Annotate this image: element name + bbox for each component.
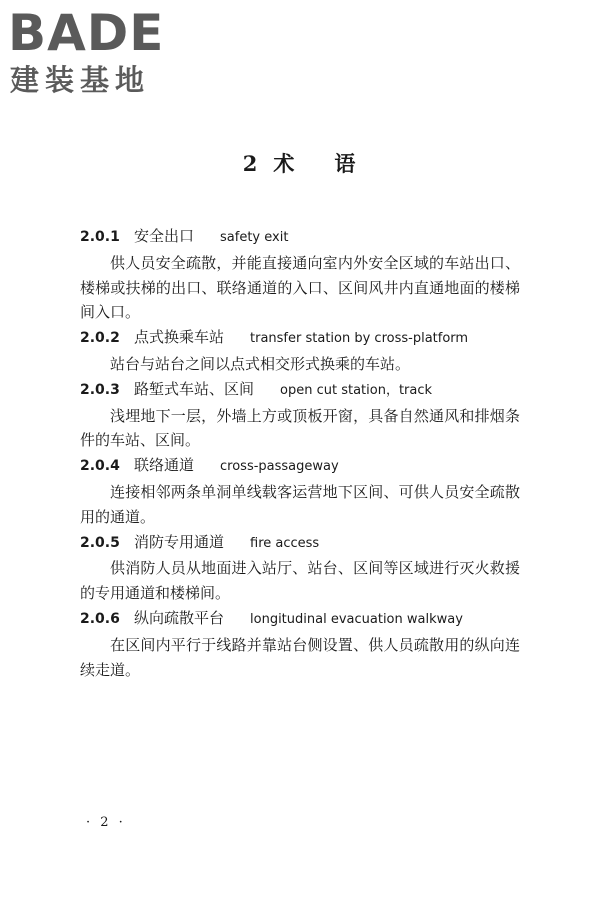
section-number: 2: [242, 151, 260, 176]
term-definition: 供人员安全疏散，并能直接通向室内外安全区域的车站出口、楼梯或扶梯的出口、联络通道的入口、区间风井内直通地面的楼梯间入口。: [80, 253, 520, 322]
term-definition: 在区间内平行于线路并靠站台侧设置、供人员疏散用的纵向连续走道。: [80, 635, 520, 679]
term-header: [80, 325, 520, 352]
term-header: [80, 606, 520, 633]
term-name-en: cross-passageway: [220, 459, 339, 475]
logo-subtitle: 建装基地: [10, 63, 151, 97]
term-name-cn: 纵向疏散平台: [134, 608, 225, 627]
term-header: [80, 377, 520, 404]
term-name-en: open cut station，track: [280, 382, 433, 398]
page-number: · 2 ·: [86, 815, 126, 830]
term-number: 2.0.4: [80, 458, 120, 475]
term-name-en: longitudinal evacuation walkway: [250, 611, 463, 627]
term-entry: [80, 530, 520, 606]
term-name-en: safety exit: [220, 230, 289, 245]
term-name-cn: 安全出口: [134, 227, 195, 245]
term-entry: [80, 224, 520, 325]
term-name-cn: 联络通道: [134, 456, 195, 475]
term-entry: [80, 606, 520, 682]
term-name-cn: 点式换乘车站: [134, 328, 225, 347]
term-definition: 浅埋地下一层，外墙上方或顶板开窗，具备自然通风和排烟条件的车站、区间。: [80, 406, 520, 450]
logo-wordmark: BADE: [8, 4, 165, 62]
bade-logo: [8, 6, 178, 96]
term-header: [80, 453, 520, 480]
terms-list: [80, 224, 520, 682]
term-number: 2.0.6: [80, 610, 120, 627]
term-definition: 供消防人员从地面进入站厅、站台、区间等区域进行灭火救援的专用通道和楼梯间。: [80, 559, 520, 603]
term-definition: 连接相邻两条单洞单线载客运营地下区间、可供人员安全疏散用的通道。: [80, 482, 520, 526]
term-definition: 站台与站台之间以点式相交形式换乘的车站。: [110, 354, 411, 373]
term-name-en: transfer station by cross-platform: [250, 331, 469, 347]
term-number: 2.0.1: [80, 229, 120, 245]
section-heading: [0, 148, 600, 178]
section-title-part1: 术: [273, 151, 297, 176]
term-header: [80, 530, 520, 557]
term-header: [80, 224, 520, 251]
term-entry: [80, 325, 520, 377]
term-name-cn: 消防专用通道: [134, 532, 225, 551]
term-name-cn: 路堑式车站、区间: [134, 379, 255, 398]
term-name-en: fire access: [250, 535, 320, 551]
section-title-part2: 语: [334, 151, 358, 176]
term-number: 2.0.2: [80, 330, 120, 347]
term-entry: [80, 377, 520, 453]
term-number: 2.0.5: [80, 534, 120, 551]
term-number: 2.0.3: [80, 381, 120, 398]
term-entry: [80, 453, 520, 529]
